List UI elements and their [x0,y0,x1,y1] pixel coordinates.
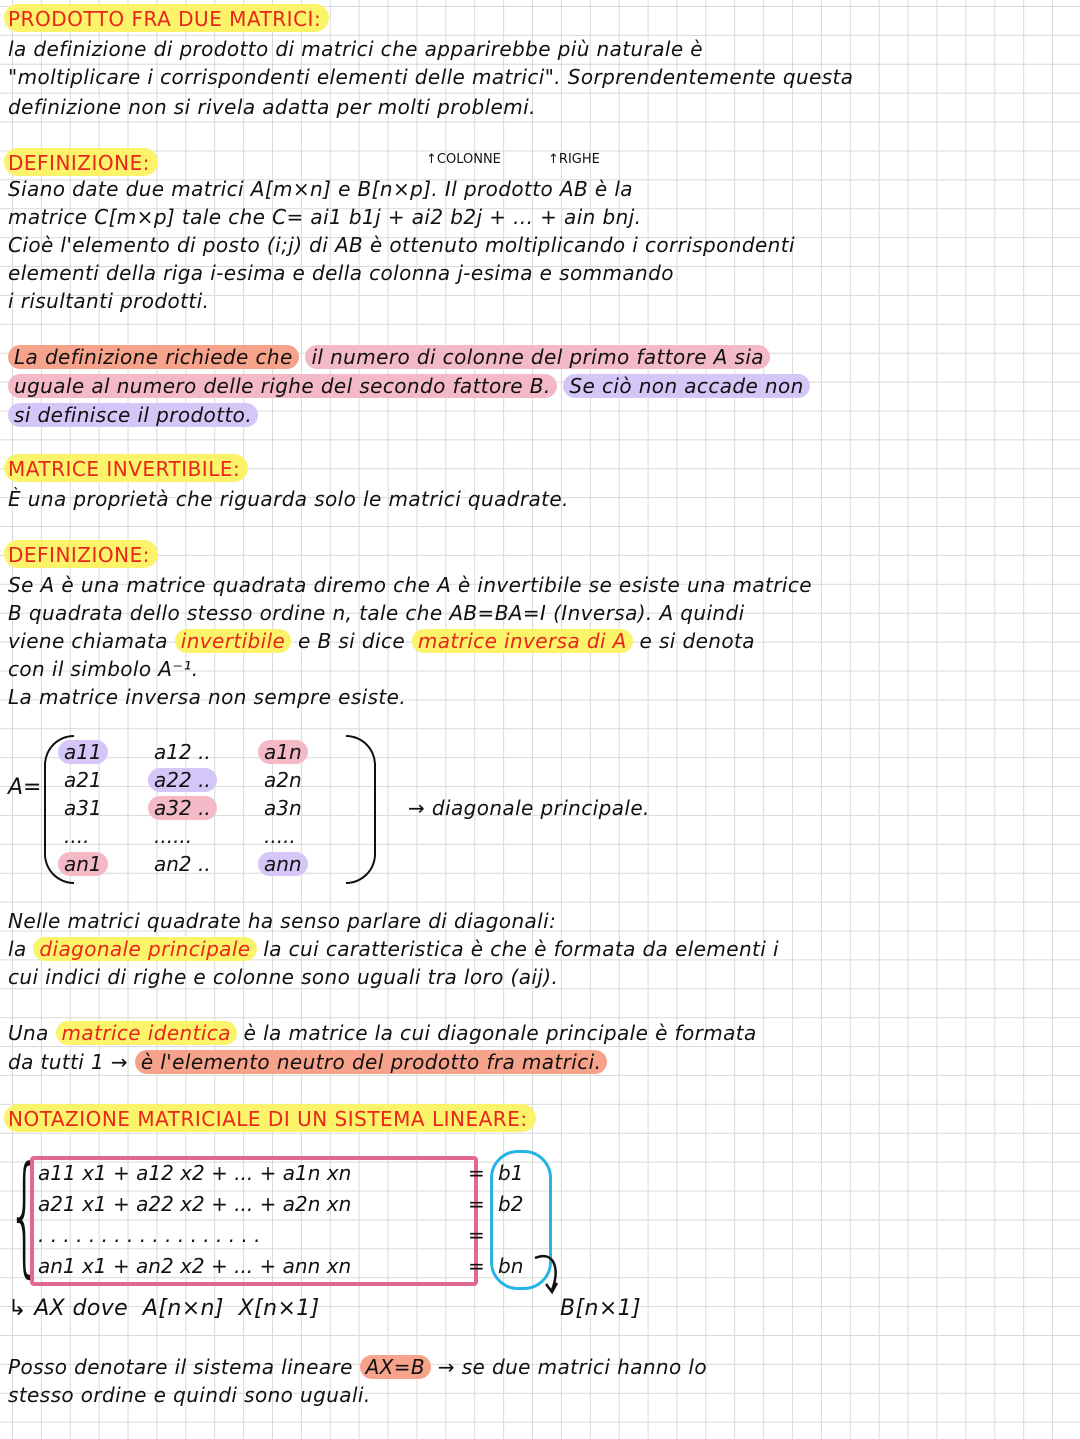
highlight-matrice-identica: matrice identica [56,1021,237,1045]
text-line: "moltiplicare i corrispondenti elementi delle matrici". Sorprendentemente questa [8,65,854,89]
text-line: con il simbolo A⁻¹. [8,657,199,681]
highlight-purple: Se ciò non accade non [563,374,809,398]
matrix-cell: a12 .. [154,740,211,764]
heading-matrice-invertibile: MATRICE INVERTIBILE: [4,454,248,482]
equation: . . . . . . . . . . . . . . . . . . [38,1223,261,1247]
text: → se due matrici hanno lo [437,1355,707,1379]
equation: a11 x1 + a12 x2 + ... + a1n xn [38,1161,352,1185]
text-line [8,936,779,962]
arrow-icon [530,1250,580,1300]
text-line: B quadrata dello stesso ordine n, tale che AB=BA=I (Inversa). A quindi [8,601,745,625]
matrix-cell: a22 .. [148,768,217,792]
text-line [8,1020,757,1046]
equal-sign: = [468,1192,485,1216]
highlight-purple: si definisce il prodotto. [8,403,258,427]
x-dimension: X[n×1] [238,1296,320,1321]
text: e B si dice [298,629,406,653]
annotation-rows: ↑RIGHE [548,152,600,167]
matrix-cell: a1n [258,740,308,764]
matrix-annotation: → diagonale principale. [408,796,650,820]
matrix-label: A= [8,775,42,800]
text-line: elementi della riga i-esima e della colonna j-esima e sommando [8,261,674,285]
matrix-grid [58,739,338,877]
heading-prodotto-fra-due-matrici: PRODOTTO FRA DUE MATRICI: [4,4,329,32]
text: Posso denotare il sistema lineare [8,1355,353,1379]
highlight-invertibile: invertibile [175,629,292,653]
text-line: È una proprietà che riguarda solo le matrici quadrate. [8,487,569,511]
highlight-elemento-neutro: è l'elemento neutro del prodotto fra matrici. [135,1050,608,1074]
text: la [8,937,27,961]
text-line: cui indici di righe e colonne sono uguali tra loro (aij). [8,965,559,989]
brace-icon: { [8,1138,42,1290]
text-line [8,1354,707,1380]
annotation-columns: ↑COLONNE [426,152,501,167]
text: la cui caratteristica è che è formata da elementi i [263,937,779,961]
note-line-3 [8,402,258,428]
text: e si denota [639,629,755,653]
matrix-cell: a32 .. [148,796,217,820]
text-line: la definizione di prodotto di matrici che apparirebbe più naturale è [8,37,704,61]
equation-rows [38,1158,351,1282]
text: viene chiamata [8,629,168,653]
matrix-cell: ann [258,852,308,876]
equal-sign: = [468,1223,485,1247]
b-value [498,1220,523,1251]
matrix-cell: ..... [264,824,296,848]
heading-definizione: DEFINIZIONE: [4,148,158,176]
b-value: b2 [498,1192,524,1216]
highlight-pink: il numero di colonne del primo fattore A sia [305,345,770,369]
highlight-diagonale-principale: diagonale principale [33,937,256,961]
text-line: Nelle matrici quadrate ha senso parlare di diagonali: [8,909,557,933]
matrix-a [8,735,408,885]
text-line [8,628,755,654]
a-dimension: A[n×n] [142,1296,224,1321]
equal-sign: = [468,1161,485,1185]
matrix-cell: an1 [58,852,108,876]
matrix-cell: a11 [58,740,108,764]
highlight-matrice-inversa: matrice inversa di A [412,629,633,653]
note-line-2 [8,373,810,399]
equation: an1 x1 + an2 x2 + ... + ann xn [38,1254,352,1278]
text-line: Se A è una matrice quadrata diremo che A è invertibile se esiste una matrice [8,573,812,597]
equal-sign: = [468,1254,485,1278]
heading-definizione-2: DEFINIZIONE: [4,540,158,568]
matrix-cell: a31 [64,796,102,820]
text: ↳ AX dove [8,1296,129,1321]
b-dimension: B[n×1] [560,1296,642,1321]
note-line-1 [8,344,770,370]
right-parenthesis [346,735,376,884]
text: Una [8,1021,49,1045]
matrix-cell: a21 [64,768,102,792]
text: è la matrice la cui diagonale principale è formata [243,1021,757,1045]
text-line: Siano date due matrici A[m×n] e B[n×p]. Il prodotto AB è la [8,177,633,201]
highlight-orange: La definizione richiede che [8,345,299,369]
linear-system [8,1138,568,1290]
matrix-cell: a3n [264,796,302,820]
heading-notazione-matriciale: NOTAZIONE MATRICIALE DI UN SISTEMA LINEARE: [4,1104,536,1132]
highlight-ax-b: AX=B [360,1355,431,1379]
text-line: Cioè l'elemento di posto (i;j) di AB è ottenuto moltiplicando i corrispondenti [8,233,795,257]
highlight-pink: uguale al numero delle righe del secondo fattore B. [8,374,557,398]
b-value: b1 [498,1161,524,1185]
matrix-cell: .... [64,824,90,848]
equation: a21 x1 + a22 x2 + ... + a2n xn [38,1192,352,1216]
equal-signs [468,1158,485,1282]
b-value: bn [498,1254,524,1278]
b-values [498,1158,523,1282]
matrix-cell: ...... [154,824,193,848]
text-line: stesso ordine e quindi sono uguali. [8,1383,371,1407]
text-line [8,1049,607,1075]
text-line: matrice C[m×p] tale che C= ai1 b1j + ai2 b2j + ... + ain bnj. [8,205,642,229]
text: da tutti 1 → [8,1050,129,1074]
matrix-cell: an2 .. [154,852,211,876]
text-line: La matrice inversa non sempre esiste. [8,685,407,709]
ax-line [8,1296,320,1322]
matrix-cell: a2n [264,768,302,792]
text-line: i risultanti prodotti. [8,289,210,313]
text-line: definizione non si rivela adatta per molti problemi. [8,95,536,119]
